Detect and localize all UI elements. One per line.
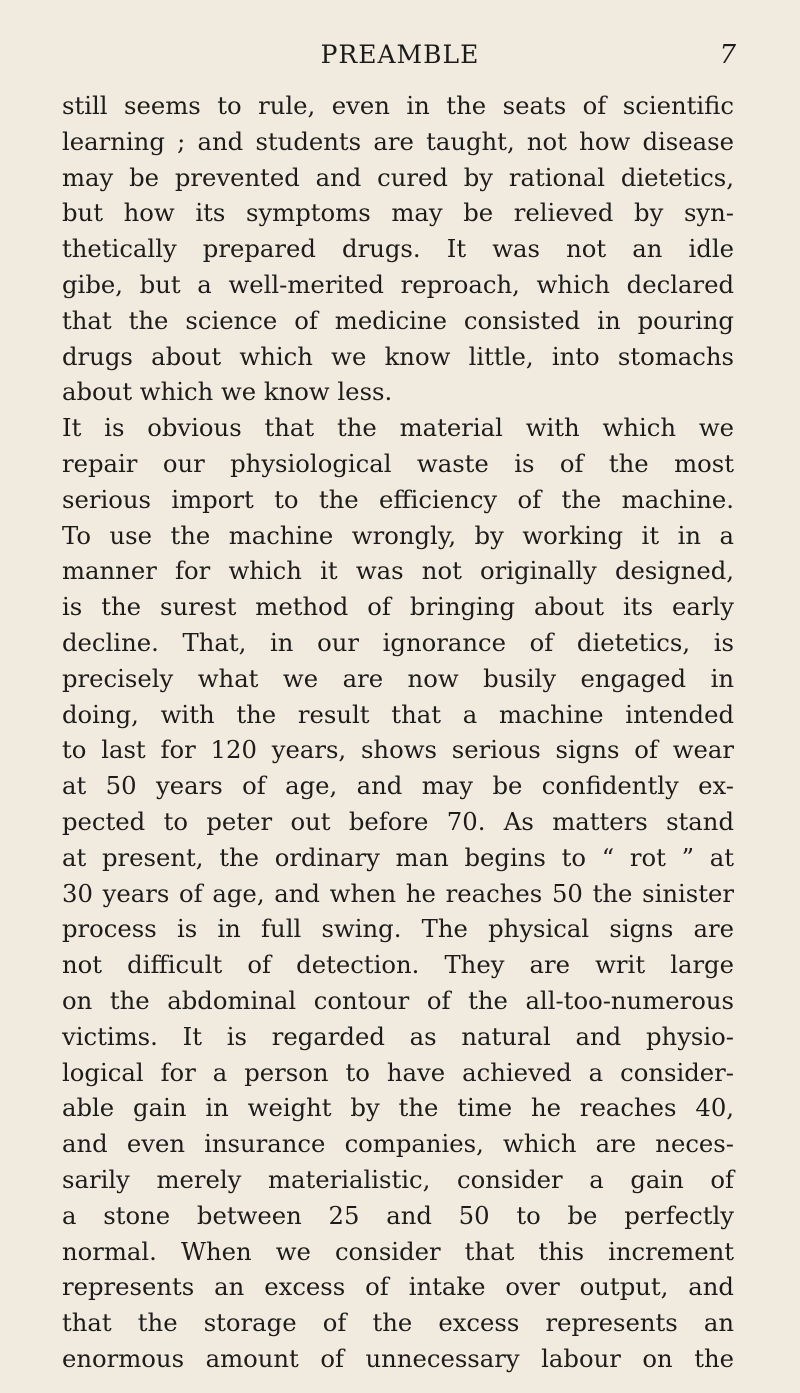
- body-text: [62, 88, 734, 1377]
- text-line: decline. That, in our ignorance of dietetics, is: [62, 627, 734, 657]
- text-line: drugs about which we know little, into stomachs: [62, 341, 734, 371]
- text-line: at 50 years of age, and may be confidently ex-: [62, 771, 734, 801]
- text-line: process is in full swing. The physical signs are: [62, 914, 734, 944]
- text-line: but how its symptoms may be relieved by syn-: [62, 198, 734, 228]
- text-line: learning ; and students are taught, not how disease: [62, 126, 734, 156]
- text-line: manner for which it was not originally designed,: [62, 556, 734, 586]
- text-line: at present, the ordinary man begins to “ rot ” at: [62, 842, 734, 872]
- text-line: a stone between 25 and 50 to be perfectly: [62, 1200, 734, 1230]
- text-line: precisely what we are now busily engaged in: [62, 663, 734, 693]
- text-line: pected to peter out before 70. As matters stand: [62, 806, 734, 836]
- text-line: on the abdominal contour of the all-too-numerous: [62, 985, 734, 1015]
- text-line: It is obvious that the material with which we: [62, 413, 734, 443]
- page-number: 7: [719, 40, 736, 70]
- text-line: 30 years of age, and when he reaches 50 the sinister: [62, 878, 734, 908]
- text-line: that the science of medicine consisted in pouring: [62, 305, 734, 335]
- text-line: serious import to the efficiency of the machine.: [62, 484, 734, 514]
- text-line: victims. It is regarded as natural and physio-: [62, 1021, 734, 1051]
- text-line: normal. When we consider that this increment: [62, 1236, 734, 1266]
- text-line: to last for 120 years, shows serious signs of wear: [62, 735, 734, 765]
- running-title: PREAMBLE: [320, 40, 480, 69]
- text-line: repair our physiological waste is of the most: [62, 448, 734, 478]
- text-line: is the surest method of bringing about its early: [62, 592, 734, 622]
- text-line: still seems to rule, even in the seats of scientific: [62, 91, 734, 120]
- text-line: represents an excess of intake over output, and: [62, 1272, 734, 1302]
- text-line: logical for a person to have achieved a consider-: [62, 1057, 734, 1087]
- text-line: not difficult of detection. They are writ large: [62, 950, 734, 980]
- text-line: thetically prepared drugs. It was not an idle: [62, 234, 734, 264]
- text-line: To use the machine wrongly, by working it in a: [62, 520, 734, 550]
- text-line: doing, with the result that a machine intended: [62, 699, 734, 729]
- text-line: enormous amount of unnecessary labour on the: [62, 1343, 734, 1373]
- text-line: may be prevented and cured by rational dietetics,: [62, 162, 734, 192]
- running-head: [60, 40, 740, 80]
- text-line: about which we know less.: [62, 377, 393, 407]
- text-line: gibe, but a well-merited reproach, which declared: [62, 269, 734, 299]
- text-line: and even insurance companies, which are neces-: [62, 1129, 734, 1159]
- text-line: sarily merely materialistic, consider a gain of: [62, 1164, 734, 1194]
- text-line: able gain in weight by the time he reaches 40,: [62, 1093, 734, 1123]
- text-line: that the storage of the excess represents an: [62, 1308, 734, 1338]
